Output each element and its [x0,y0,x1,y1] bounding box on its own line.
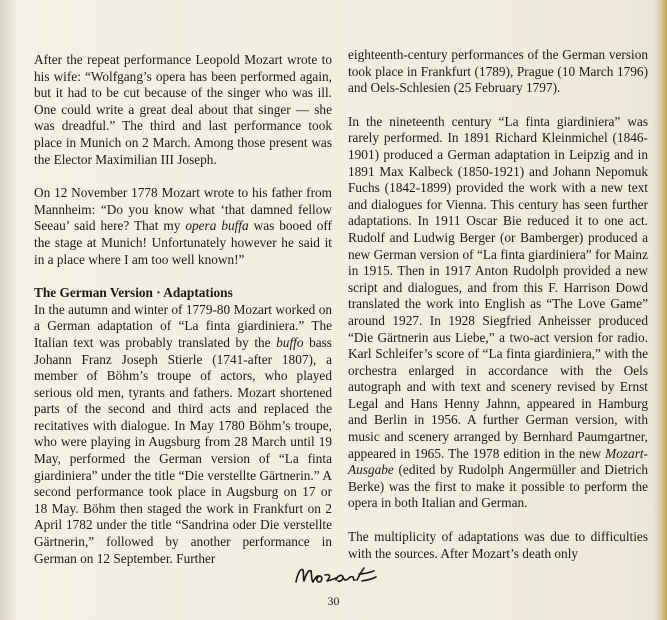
italic-text: buffo [276,334,304,350]
section-heading: The German Version · Adaptations [34,285,233,301]
text-run: On 12 November 1778 Mozart wrote to his father from Mannheim: “Do you know what ‘that damned fellow Seeau’ said here? That my [34,185,332,234]
paragraph [34,302,332,568]
text-run: was booed off the stage at Munich! Unfortunately however he said it in a place where I am too well known!” [34,218,332,267]
page-number: 30 [327,594,340,608]
paragraph: After the repeat performance Leopold Mozart wrote to his wife: “Wolfgang’s opera has been performed again, but it had to be cut because of the singer who was ill. One could write a great deal about that singer — she was dreadful.” The third and last performance took place in Munich on 2 March. Among those present was the Elector Maximilian III Joseph. [34,52,332,167]
text-run: In the autumn and winter of 1779-80 Mozart worked on a German adaptation of “La finta giardiniera.” The Italian text was probably translated by the [34,301,332,350]
text-run: bass Johann Franz Joseph Stierle (1741-after 1807), a member of Böhm’s troupe of actors, who played serious old men, tyrants and fathers. Mozart shortened parts of the second and third acts and replaced the recitatives with dialogue. In May 1780 Böhm’s troupe, who were playing in Augsburg from 28 March until 19 May, performed the German version of “La finta giardiniera” under the title “Die verstellte Gärtnerin.” A second performance took place in Augsburg on 17 or 18 May. Böhm then staged the work in Frankfurt on 2 April 1782 under the title “Sandrina oder Die verstellte Gärtnerin,” followed by another performance in German on 12 September. Further [34,334,332,566]
paragraph [34,185,332,268]
text-run: In the nineteenth century “La finta giardiniera” was rarely performed. In 1891 Richard Kleinmichel (1846-1901) produced a German adaptation in Leipzig and in 1891 Max Kalbeck (1850-1921) and Johann Nepomuk Fuchs (1842-1899) provided the work with a new text and dialogues for Vienna. This century has seen further adaptations. In 1911 Oscar Bie reduced it to one act. Rudolf and Ludwig Berger (or Bamberger) produced a new German version of “La finta giardiniera” for Mainz in 1915. Then in 1917 Anton Rudolph provided a new script and dialogues, and from this F. Harrison Dowd translated the work into English as “The Love Game” around 1927. In 1928 Siegfried Anheisser produced “Die Gärtnerin aus Liebe,” a two-act version for radio. Karl Schleifer’s score of “La finta giardiniera,” with the orchestra enlarged in accordance with the Oels autograph and with text and scenery revised by Ernst Legal and Hans Henny Jahnn, appeared in Hamburg and Berlin in 1956. A further German version, with music and scenery arranged by Bernhard Paumgartner, appeared in 1965. The 1978 edition in the new [348,113,648,461]
paragraph: The multiplicity of adaptations was due to difficulties with the sources. After Mozart’s death only [348,529,648,561]
paragraph: eighteenth-century performances of the German version took place in Frankfurt (1789), Prague (10 March 1796) and Oels-Schlesien (25 February 1797). [348,47,648,96]
right-column [348,47,648,579]
paragraph [348,114,648,512]
left-column [34,52,332,584]
text-run: (edited by Rudolph Angermüller and Dietrich Berke) was the first to make it possible to perform the opera in both Italian and German. [348,462,648,511]
mozart-signature-logo [292,562,382,588]
italic-text: Mozart-Ausgabe [348,445,648,478]
italic-text: opera buffa [185,218,249,234]
